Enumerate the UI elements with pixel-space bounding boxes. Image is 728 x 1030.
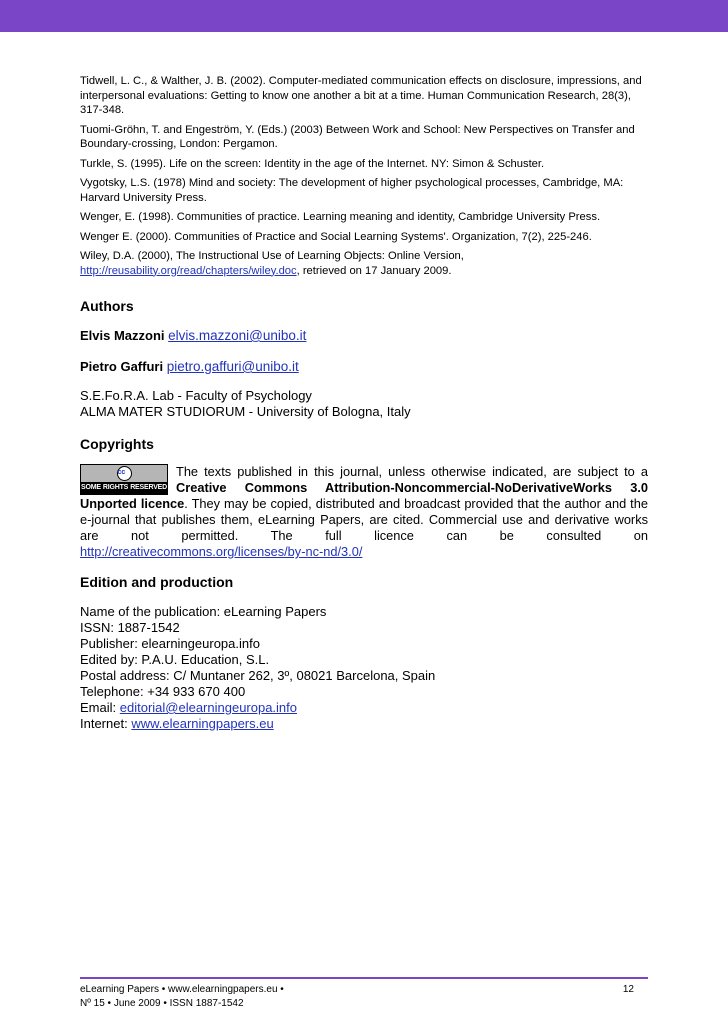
creative-commons-badge[interactable] (80, 464, 168, 495)
reference-text: Tuomi-Gröhn, T. and Engeström, Y. (Eds.) (2003) Between Work and School: New Perspectives on Transfer and Boundary-crossing, London: Pergamon. (80, 123, 635, 150)
author-email-link[interactable]: elvis.mazzoni@unibo.it (168, 328, 307, 343)
reference-text: Wenger, E. (1998). Communities of practice. Learning meaning and identity, Cambridge University Press. (80, 211, 601, 223)
email-line (80, 700, 648, 716)
reference-item (80, 123, 648, 152)
references-list (80, 74, 648, 278)
reference-text: Turkle, S. (1995). Life on the screen: Identity in the age of the Internet. NY: Simon & Schuster. (80, 157, 545, 170)
author-name: Pietro Gaffuri (80, 359, 164, 374)
top-header-bar (0, 0, 728, 32)
edited-by: Edited by: P.A.U. Education, S.L. (80, 652, 270, 667)
copyrights-terms: . They may be copied, distributed and broadcast provided that the author and the e-journal that publishes them, eLearning Papers, are cited. Commercial use and derivative works are not permitted. The full licence can be consulted on (80, 496, 648, 543)
footer-issue: Nº 15 • June 2009 • ISSN 1887-1542 (80, 998, 244, 1009)
reference-item (80, 176, 648, 205)
reference-item (80, 210, 648, 225)
reference-text: Vygotsky, L.S. (1978) Mind and society: The development of higher psychological processes, Cambridge, MA: Harvard University Press. (80, 177, 624, 204)
reference-item (80, 74, 648, 118)
reference-item (80, 249, 648, 278)
copyrights-text (80, 464, 648, 560)
page-number: 12 (622, 984, 634, 995)
postal-address: Postal address: C/ Muntaner 262, 3º, 08021 Barcelona, Spain (80, 668, 436, 683)
edition-heading: Edition and production (80, 574, 234, 590)
publication-name: Name of the publication: eLearning Papers (80, 604, 327, 619)
reference-text: Tidwell, L. C., & Walther, J. B. (2002). Computer-mediated communication effects on disclosure, impressions, and interpersonal evaluations: Getting to know one another a bit at a time. Human Communication Research, 28(3), 317-348. (80, 75, 642, 116)
editorial-email-link[interactable]: editorial@elearningeuropa.info (119, 700, 298, 715)
author-name: Elvis Mazzoni (80, 328, 165, 343)
edition-details (80, 604, 648, 732)
page-content (80, 74, 648, 732)
copyrights-intro: The texts published in this journal, unless otherwise indicated, are subject to a (176, 464, 648, 479)
author-entry (80, 328, 648, 343)
author-email-link[interactable]: pietro.gaffuri@unibo.it (166, 359, 299, 374)
email-label: Email: (80, 700, 117, 715)
footer-divider (80, 977, 648, 979)
authors-heading: Authors (80, 298, 134, 314)
affiliation (80, 388, 648, 420)
publisher: Publisher: elearningeuropa.info (80, 636, 260, 651)
page-footer (80, 983, 648, 1011)
website-link[interactable]: www.elearningpapers.eu (131, 716, 274, 731)
cc-icon: cc (117, 466, 132, 481)
copyrights-heading: Copyrights (80, 436, 154, 452)
affiliation-university: ALMA MATER STUDIORUM - University of Bologna, Italy (80, 404, 411, 419)
footer-journal: eLearning Papers • www.elearningpapers.eu • (80, 984, 284, 995)
affiliation-lab: S.E.Fo.R.A. Lab - Faculty of Psychology (80, 388, 312, 403)
publication-issn: ISSN: 1887-1542 (80, 620, 180, 635)
licence-name: Creative Commons Attribution-Noncommercial-NoDerivativeWorks 3.0 Unported licence (80, 480, 648, 511)
reference-suffix: , retrieved on 17 January 2009. (296, 264, 452, 277)
reference-text: Wiley, D.A. (2000), The Instructional Use of Learning Objects: Online Version, (80, 250, 464, 262)
reference-item (80, 157, 648, 172)
cc-badge-text: SOME RIGHTS RESERVED (81, 482, 167, 494)
licence-link[interactable]: http://creativecommons.org/licenses/by-nc-nd/3.0/ (80, 544, 363, 559)
reference-link[interactable]: http://reusability.org/read/chapters/wiley.doc (80, 264, 297, 277)
reference-text: Wenger E. (2000). Communities of Practice and Social Learning Systems'. Organization, 7(2), 225-246. (80, 230, 592, 243)
reference-item (80, 230, 648, 245)
internet-label: Internet: (80, 716, 128, 731)
internet-line (80, 716, 648, 732)
telephone: Telephone: +34 933 670 400 (80, 684, 246, 699)
author-entry (80, 359, 648, 374)
